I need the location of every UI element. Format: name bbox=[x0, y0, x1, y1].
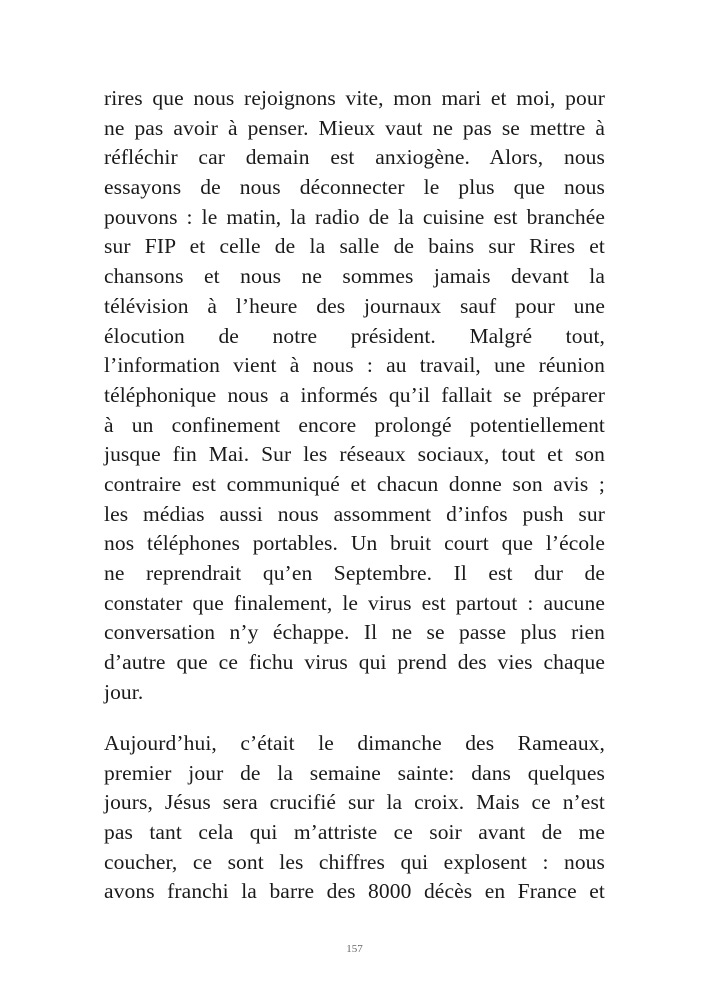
text-line: jusque fin Mai. Sur les réseaux sociaux, tout et son bbox=[104, 442, 605, 467]
text-line: conversation n’y échappe. Il ne se passe plus rien bbox=[104, 620, 605, 645]
text-line: sur FIP et celle de la salle de bains sur Rires et bbox=[104, 234, 605, 259]
text-line: l’information vient à nous : au travail, une réunion bbox=[104, 353, 605, 378]
text-line: essayons de nous déconnecter le plus que nous bbox=[104, 175, 605, 200]
text-line: Aujourd’hui, c’était le dimanche des Rameaux, bbox=[104, 731, 605, 755]
text-line: jours, Jésus sera crucifié sur la croix. Mais ce n’est bbox=[104, 790, 605, 815]
text-line: téléphonique nous a informés qu’il fallait se préparer bbox=[104, 382, 605, 407]
text-line: pas tant cela qui m’attriste ce soir avant de me bbox=[104, 820, 605, 845]
text-line: réfléchir car demain est anxiogène. Alors, nous bbox=[104, 145, 605, 170]
text-line: chansons et nous ne sommes jamais devant la bbox=[104, 264, 605, 289]
text-line: jour. bbox=[104, 679, 144, 704]
text-line: nos téléphones portables. Un bruit court que l’école bbox=[104, 531, 605, 556]
paragraph-1 bbox=[104, 84, 605, 707]
text-line: à un confinement encore prolongé potentiellement bbox=[104, 412, 605, 437]
text-line: élocution de notre président. Malgré tout, bbox=[104, 323, 605, 348]
text-line: premier jour de la semaine sainte: dans quelques bbox=[104, 760, 605, 785]
text-line: ne pas avoir à penser. Mieux vaut ne pas se mettre à bbox=[104, 115, 605, 140]
text-line: coucher, ce sont les chiffres qui explosent : nous bbox=[104, 849, 605, 874]
text-line: télévision à l’heure des journaux sauf pour une bbox=[104, 293, 605, 318]
paragraph-2 bbox=[104, 729, 605, 907]
text-line: ne reprendrait qu’en Septembre. Il est dur de bbox=[104, 561, 605, 585]
text-line: contraire est communiqué et chacun donne son avis ; bbox=[104, 471, 605, 496]
text-line: rires que nous rejoignons vite, mon mari et moi, pour bbox=[104, 86, 605, 110]
text-line: les médias aussi nous assomment d’infos push sur bbox=[104, 501, 605, 526]
text-line: avons franchi la barre des 8000 décès en France et bbox=[104, 879, 605, 904]
text-line: constater que finalement, le virus est partout : aucune bbox=[104, 590, 605, 615]
page-number: 157 bbox=[346, 943, 363, 955]
text-line: d’autre que ce fichu virus qui prend des vies chaque bbox=[104, 650, 605, 675]
text-line: pouvons : le matin, la radio de la cuisine est branchée bbox=[104, 204, 605, 229]
